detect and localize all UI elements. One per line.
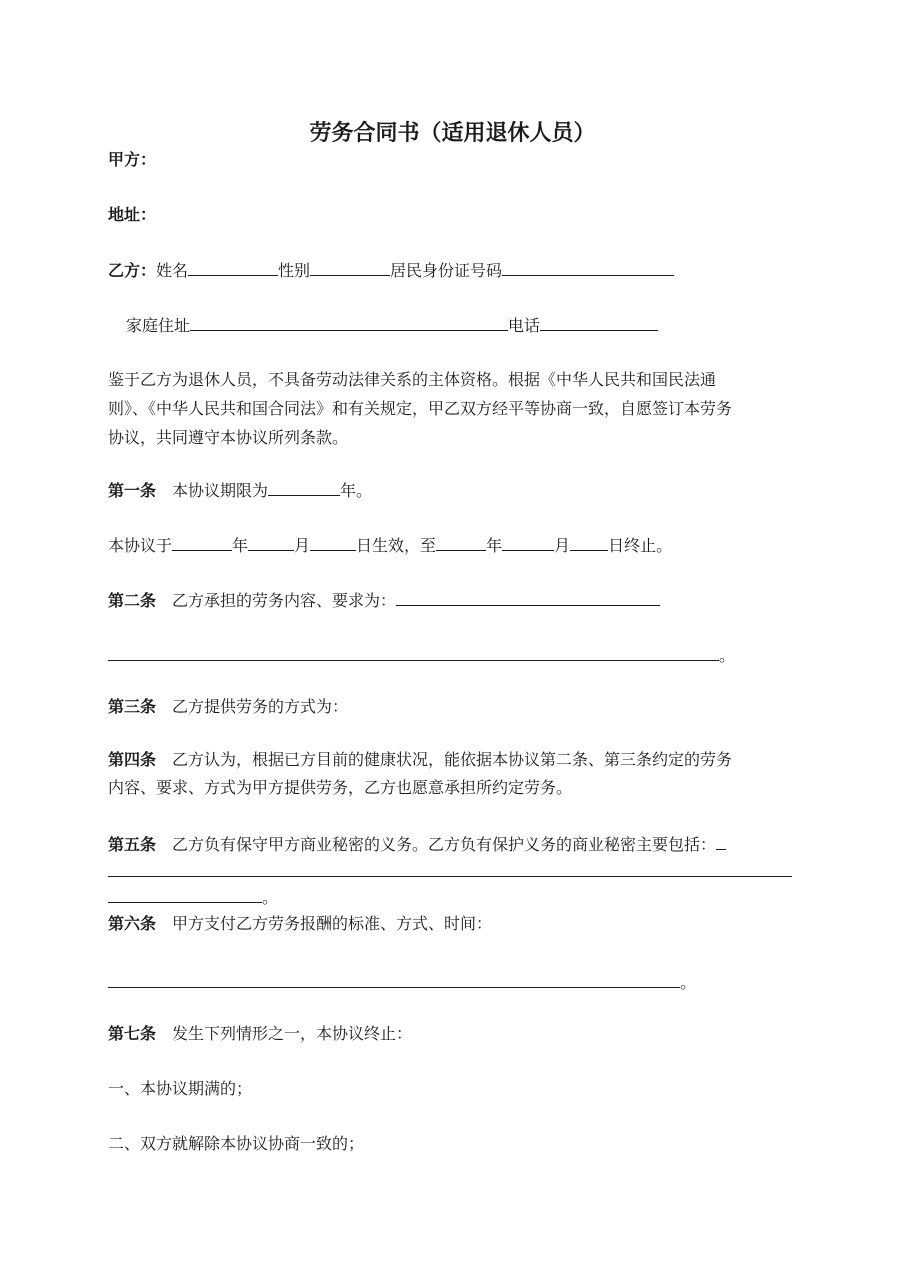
article-6 <box>108 913 492 935</box>
end-day-label: 日终止。 <box>608 536 673 555</box>
home-address-line <box>126 313 658 337</box>
trade-secret-blank <box>716 832 726 850</box>
start-year-label: 年 <box>232 536 249 555</box>
address-label: 地址： <box>108 205 157 224</box>
start-month-blank <box>248 533 294 551</box>
article-2-text: 乙方承担的劳务内容、要求为： <box>172 591 397 610</box>
article-3-text: 乙方提供劳务的方式为： <box>172 697 349 716</box>
phone-label: 电话 <box>508 316 541 335</box>
term-prefix: 本协议于 <box>108 536 173 555</box>
article-2-label: 第二条 <box>108 591 157 610</box>
article-2 <box>108 588 660 612</box>
start-day-blank <box>310 533 356 551</box>
article-3-label: 第三条 <box>108 697 157 716</box>
article-4-text: 乙方认为，根据已方目前的健康状况，能依据本协议第二条、第三条约定的劳务 <box>172 750 733 769</box>
party-b-line <box>108 258 674 282</box>
article-6-text: 甲方支付乙方劳务报酬的标准、方式、时间： <box>172 914 493 933</box>
article-1-suffix: 年。 <box>340 481 373 500</box>
name-label: 姓名 <box>156 261 189 280</box>
article-5-label: 第五条 <box>108 835 157 854</box>
end-year-label: 年 <box>486 536 503 555</box>
home-address-label: 家庭住址 <box>126 316 191 335</box>
address-line <box>108 204 156 226</box>
start-day-label: 日生效，至 <box>356 536 437 555</box>
id-number-blank <box>502 258 674 276</box>
start-year-blank <box>172 533 232 551</box>
end-year-blank <box>436 533 486 551</box>
gender-label: 性别 <box>278 261 311 280</box>
term-line <box>108 533 672 557</box>
name-blank <box>188 258 278 276</box>
labor-content-blank-2 <box>108 643 719 661</box>
remuneration-blank <box>108 970 680 988</box>
article-7-label: 第七条 <box>108 1024 157 1043</box>
termination-item-2: 二、双方就解除本协议协商一致的； <box>108 1134 365 1153</box>
article-6-continuation <box>108 970 696 994</box>
preamble-line-1: 鉴于乙方为退休人员，不具备劳动法律关系的主体资格。根据《中华人民共和国民法通 <box>108 370 717 389</box>
party-b-label: 乙方： <box>108 261 157 280</box>
labor-content-blank <box>396 588 660 606</box>
term-years-blank <box>268 478 340 496</box>
article-1 <box>108 478 372 502</box>
article-3 <box>108 696 348 718</box>
end-day-blank <box>570 533 608 551</box>
article-5 <box>108 832 726 856</box>
article-4-label: 第四条 <box>108 750 157 769</box>
document-title: 劳务合同书（适用退休人员） <box>309 120 596 146</box>
article-1-label: 第一条 <box>108 481 157 500</box>
article-7 <box>108 1023 412 1045</box>
article-2-continuation <box>108 643 735 667</box>
article-5-blank-line <box>108 859 792 883</box>
gender-blank <box>310 258 390 276</box>
article-7-text: 发生下列情形之一，本协议终止： <box>172 1024 413 1043</box>
party-a-line <box>108 149 156 171</box>
trade-secret-blank-3 <box>108 885 262 903</box>
article-5-end-line <box>108 885 278 909</box>
article-5-text: 乙方负有保守甲方商业秘密的义务。乙方负有保护义务的商业秘密主要包括： <box>172 835 717 854</box>
start-month-label: 月 <box>294 536 311 555</box>
home-address-blank <box>190 313 508 331</box>
article-4-line-2: 内容、要求、方式为甲方提供劳务，乙方也愿意承担所约定劳务。 <box>108 778 573 797</box>
end-month-label: 月 <box>554 536 571 555</box>
preamble-line-2: 则》、《中华人民共和国合同法》和有关规定，甲乙双方经平等协商一致，自愿签订本劳务 <box>108 399 733 418</box>
article-4-line-1 <box>108 749 732 771</box>
trade-secret-blank-2 <box>108 859 792 877</box>
party-a-label: 甲方： <box>108 150 157 169</box>
article-6-label: 第六条 <box>108 914 157 933</box>
article-5-end: 。 <box>262 888 279 907</box>
article-1-text: 本协议期限为 <box>172 481 269 500</box>
phone-blank <box>540 313 658 331</box>
article-6-end: 。 <box>680 973 697 992</box>
termination-item-1: 一、本协议期满的； <box>108 1079 253 1098</box>
id-number-label: 居民身份证号码 <box>390 261 503 280</box>
preamble-line-3: 协议，共同遵守本协议所列条款。 <box>108 428 349 447</box>
end-month-blank <box>502 533 554 551</box>
article-2-end: 。 <box>719 646 736 665</box>
